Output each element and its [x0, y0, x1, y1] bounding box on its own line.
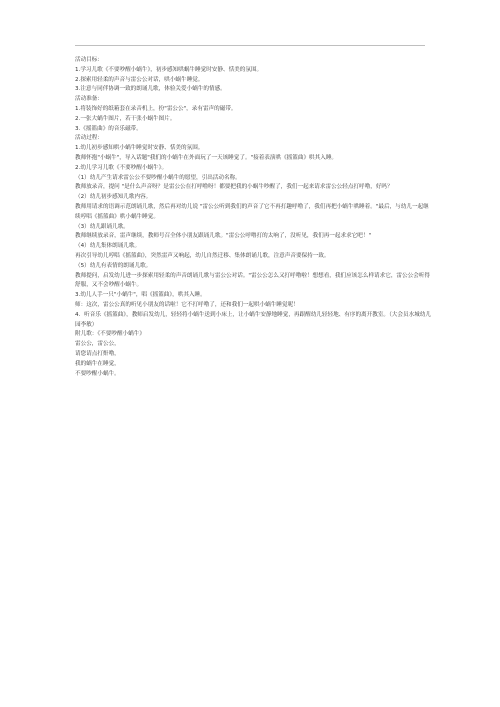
process-paragraph: 师：这次，雷公公真的听见小朋友的话啦！它不打呼噜了，还和我们一起哄小蜗牛睡觉呢！ — [75, 301, 299, 308]
process-paragraph: 教师放录音，提问 "是什么声音呀？是雷公公在打呼噜呀！都要把我的小蜗牛吵醒了，我们一起来请求雷公公轻点打呼噜，好吗？ — [75, 184, 393, 191]
goal-item: 2.探索用轻柔的声音与雷公公对话，哄小蜗牛睡觉。 — [75, 76, 204, 83]
process-paragraph: 教师用请求的语调示范朗诵儿歌，然后再对幼儿说 "雷公公听到我们的声音了它不再打趣呼噜了，我们再把小蜗牛哄睡着。"最后，与幼儿一起继续哼唱《摇篮曲》哄小蜗牛睡觉。 — [75, 203, 429, 220]
poem-title: 附儿歌：《不要吵醒小蜗牛》 — [75, 331, 145, 338]
goal-item: 1.学习儿歌《不要吵醒小蜗牛》，初步感知哄蜗牛睡觉时安静、恬美的氛围。 — [75, 66, 263, 73]
poem-line: 我的蜗牛在睡觉， — [75, 360, 120, 367]
poem-line: 请您请点打鼾噜， — [75, 350, 120, 357]
preparation-item: 2.一张大蜗牛图片，若干张小蜗牛图片。 — [75, 115, 176, 122]
process-substep: （5）幼儿有表情的朗诵儿歌。 — [75, 262, 152, 269]
process-paragraph: 教师提问，启发幼儿进一步探索用轻柔的声音朗诵儿歌与雷公公对话。"雷公公怎么又打呼噜啦！想想看，我们应该怎么样请求它，雷公公会听得舒服，又不会吵醒小蜗牛。 — [75, 272, 430, 289]
section-heading-goals: 活动目标： — [75, 57, 103, 63]
process-substep: （1）幼儿产生请求雷公公不要吵醒小蜗牛的愿望，引出活动名称。 — [75, 174, 241, 181]
process-paragraph: 再次引导幼儿哼唱《摇篮曲》，突然雷声又响起，幼儿自然迁移、集体朗诵儿歌，注意声音要保持一致。 — [75, 252, 330, 259]
process-step: 4．听音乐《摇篮曲》，教师启发幼儿，轻轻将小蜗牛送到小床上，让小蜗牛安静地睡觉，再跟醒幼儿轻轻地、有序的离开教室。（大会员水城幼儿园李敏） — [75, 311, 431, 328]
document-body — [75, 56, 433, 379]
preparation-item: 1.将装饰好的纸箱套在录音机上，扮"雷公公"，录有雷声的磁带。 — [75, 105, 237, 112]
header-rule — [75, 45, 425, 46]
process-step: 2.幼儿学习儿歌《不要吵醒小蜗牛》。 — [75, 164, 168, 171]
process-step: 3.幼儿人手一只"小蜗牛"，唱《摇篮曲》，哄其入睡。 — [75, 292, 206, 299]
process-substep: （4）幼儿集体朗诵儿歌。 — [75, 243, 141, 250]
process-substep: （2）幼儿初步感知儿歌内容。 — [75, 194, 152, 201]
goal-item: 3.注意与同伴协调一致的朗诵儿歌，体验关爱小蜗牛的情感。 — [75, 86, 226, 93]
section-heading-process: 活动过程： — [75, 135, 103, 142]
process-paragraph: 教师继续放录音，雷声继续，教师号召全体小朋友跟诵儿歌。"雷公公呼噜打的太响了，没听见，我们再一起求求它吧！" — [75, 233, 372, 240]
poem-line: 不要吵醒小蜗牛。 — [75, 370, 120, 377]
section-heading-preparation: 活动准备： — [75, 96, 103, 103]
poem-line: 雷公公，雷公公， — [75, 341, 120, 348]
preparation-item: 3.《摇篮曲》的音乐磁带。 — [75, 125, 142, 132]
process-paragraph: 教师怀抱"小蜗牛"，导入话题"我们的小蜗牛在外面玩了一天该睡觉了。"接着表演哄《摇篮曲》哄其入睡。 — [75, 154, 338, 161]
process-step: 1.幼儿初步感知哄小蜗牛睡觉时安静、恬美的氛围。 — [75, 145, 204, 152]
process-substep: （3）幼儿跟诵儿歌。 — [75, 223, 129, 230]
